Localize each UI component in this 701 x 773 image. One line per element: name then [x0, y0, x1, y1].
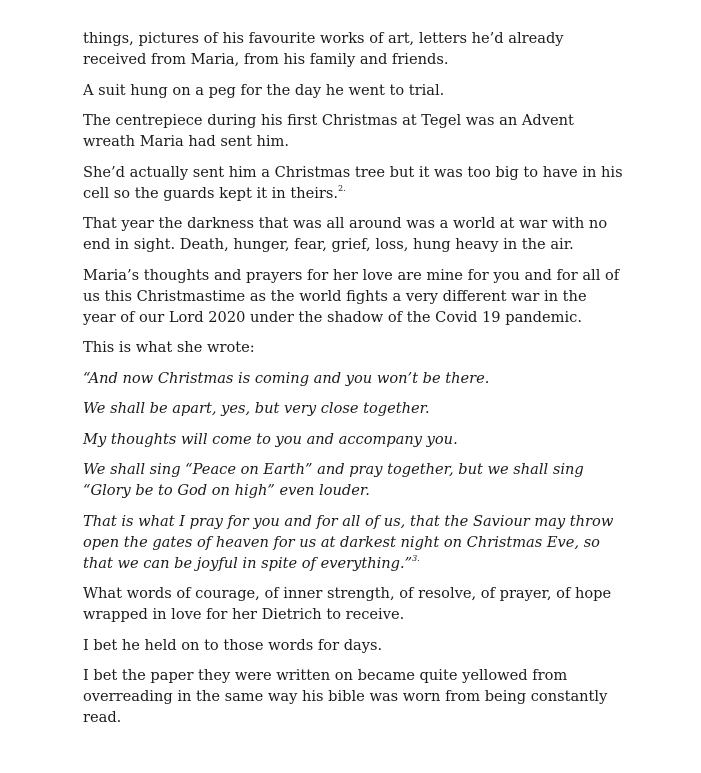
paragraph-text: The centrepiece during his first Christmas at Tegel was an Advent wreath Maria had sent him.	[83, 112, 574, 150]
paragraph-6	[83, 265, 623, 328]
quote-line-1	[83, 368, 623, 389]
quote-text: We shall be apart, yes, but very close together.	[83, 400, 430, 417]
paragraph-2	[83, 80, 623, 101]
document-page	[83, 28, 623, 738]
paragraph-text: things, pictures of his favourite works of art, letters he’d already received from Maria, from his family and friends.	[83, 30, 564, 68]
paragraph-text: This is what she wrote:	[83, 339, 255, 356]
paragraph-text: I bet he held on to those words for days.	[83, 636, 383, 654]
paragraph-text: She’d actually sent him a Christmas tree but it was too big to have in his cell so the guards kept it in theirs.	[83, 163, 623, 202]
quote-line-5	[83, 511, 623, 574]
paragraph-text: What words of courage, of inner strength, of resolve, of prayer, of hope wrapped in love for her Dietrich to receive.	[83, 585, 612, 623]
quote-text: My thoughts will come to you and accompany you.	[83, 430, 458, 448]
paragraph-3	[83, 110, 623, 152]
quote-text: That is what I pray for you and for all of us, that the Saviour may throw open the gates of heaven for us at darkest night on Christmas Eve, so that we can be joyful in spite of everything.”	[83, 512, 614, 572]
paragraph-8	[83, 583, 623, 625]
paragraph-text: A suit hung on a peg for the day he went to trial.	[83, 81, 445, 99]
paragraph-5	[83, 213, 623, 255]
quote-text: We shall sing “Peace on Earth” and pray together, but we shall sing “Glory be to God on high” even louder.	[83, 461, 584, 499]
paragraph-4	[83, 162, 623, 204]
paragraph-9	[83, 635, 623, 656]
paragraph-text: I bet the paper they were written on became quite yellowed from overreading in the same way his bible was worn from being constantly read.	[83, 667, 608, 726]
quote-line-4	[83, 459, 623, 501]
quote-line-3	[83, 429, 623, 450]
paragraph-text: Maria’s thoughts and prayers for her love are mine for you and for all of us this Christmastime as the world fights a very different war in the year of our Lord 2020 under the shadow of the Covid 19 pandemic.	[83, 266, 620, 326]
paragraph-text: That year the darkness that was all around was a world at war with no end in sight. Death, hunger, fear, grief, loss, hung heavy in the air.	[83, 215, 608, 253]
paragraph-1	[83, 28, 623, 70]
footnote-marker: 3.	[412, 553, 420, 563]
quote-line-2	[83, 398, 623, 419]
quote-text: “And now Christmas is coming and you won’t be there.	[83, 369, 490, 387]
paragraph-10	[83, 665, 623, 728]
paragraph-7	[83, 337, 623, 358]
footnote-marker: 2.	[338, 183, 346, 193]
